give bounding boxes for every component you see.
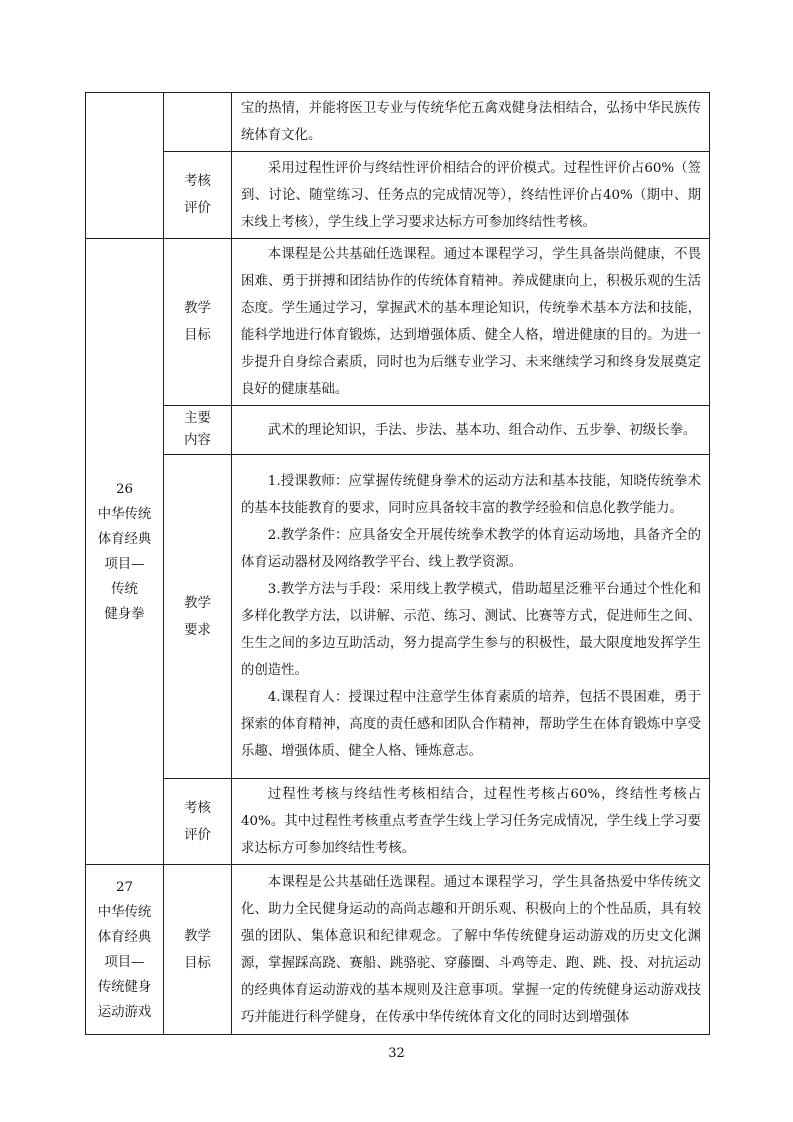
assessment-text bbox=[232, 152, 710, 239]
table-row bbox=[86, 455, 710, 779]
content-text bbox=[232, 406, 710, 455]
paragraph: 采用过程性评价与终结性评价相结合的评价模式。过程性评价占60%（签到、讨论、随堂练习、任务点的完成情况等），终结性评价占40%（期中、期末线上考核），学生线上学习要求达标方可参加终结性考核。 bbox=[241, 160, 701, 230]
course-name: 项目— bbox=[104, 556, 145, 572]
label-cell-empty bbox=[164, 93, 232, 152]
course-name-cell-27 bbox=[86, 865, 164, 1035]
course-name: 传统健身 bbox=[97, 979, 152, 995]
course-name-cell-26 bbox=[86, 239, 164, 865]
paragraph: 本课程是公共基础任选课程。通过本课程学习，学生具备热爱中华传统文化、助力全民健身运动的高尚志趣和开朗乐观、积极向上的个性品质，具有较强的团队、集体意识和纪律观念。了解中华传统健身运动游戏的历史文化渊源，掌握踩高跷、赛船、跳骆驼、穿藤圈、斗鸡等走、跑、跳、投、对抗运动的经典体育运动游戏的基本规则及注意事项。掌握一定的传统健身运动游戏技巧并能进行科学健身，在传承中华传统体育文化的同时达到增强体 bbox=[241, 874, 701, 1025]
goals-text-continued bbox=[232, 93, 710, 152]
requirements-label: 教学 要求 bbox=[164, 455, 232, 779]
table-row bbox=[86, 239, 710, 406]
course-number: 26 bbox=[115, 481, 134, 497]
table-row bbox=[86, 779, 710, 865]
requirements-text bbox=[232, 455, 710, 779]
course-name: 传统 bbox=[111, 581, 138, 597]
paragraph: 过程性考核与终结性考核相结合，过程性考核占60%，终结性考核占40%。其中过程性考核重点考查学生线上学习任务完成情况，学生线上学习要求达标方可参加终结性考核。 bbox=[241, 787, 701, 856]
goals-text bbox=[232, 865, 710, 1035]
paragraph: 武术的理论知识，手法、步法、基本功、组合动作、五步拳、初级长拳。 bbox=[267, 422, 697, 438]
course-name: 健身拳 bbox=[104, 606, 145, 622]
page-number: 32 bbox=[388, 1046, 405, 1061]
assessment-label: 考核 评价 bbox=[164, 779, 232, 865]
table-row bbox=[86, 93, 710, 152]
paragraph: 本课程是公共基础任选课程。通过本课程学习，学生具备崇尚健康，不畏困难、勇于拼搏和团结协作的传统体育精神。养成健康向上，积极乐观的生活态度。学生通过学习，掌握武术的基本理论知识，传统拳术基本方法和技能，能科学地进行体育锻炼，达到增强体质、健全人格，增进健康的目的。为进一步提升自身综合素质，同时也为后继专业学习、未来继续学习和终身发展奠定良好的健康基础。 bbox=[241, 247, 701, 397]
course-name: 中华传统 bbox=[97, 904, 152, 920]
table-row bbox=[86, 865, 710, 1035]
course-number: 27 bbox=[115, 879, 134, 895]
assessment-label: 考核 评价 bbox=[164, 152, 232, 239]
course-name: 体育经典 bbox=[97, 929, 152, 945]
curriculum-table bbox=[85, 92, 710, 1035]
course-name: 运动游戏 bbox=[97, 1004, 152, 1020]
requirement-item: 3.教学方法与手段：采用线上教学模式，借助超星泛雅平台通过个性化和多样化教学方法，以讲解、示范、练习、测试、比赛等方式，促进师生之间、生生之间的多边互助活动，努力提高学生参与的积极性，最大限度地发挥学生的创造性。 bbox=[241, 582, 701, 678]
goals-label: 教学 目标 bbox=[164, 239, 232, 406]
course-cell-25-continued bbox=[86, 93, 164, 239]
content-label: 主要 内容 bbox=[164, 406, 232, 455]
assessment-text bbox=[232, 779, 710, 865]
requirement-item: 4.课程育人：授课过程中注意学生体育素质的培养，包括不畏困难，勇于探索的体育精神，高度的责任感和团队合作精神，帮助学生在体育锻炼中享受乐趣、增强体质、健全人格、锤炼意志。 bbox=[241, 690, 701, 759]
table-row bbox=[86, 406, 710, 455]
table-row bbox=[86, 152, 710, 239]
course-name: 项目— bbox=[104, 954, 145, 970]
requirement-item: 1.授课教师：应掌握传统健身拳术的运动方法和基本技能，知晓传统拳术的基本技能教育的要求，同时应具备较丰富的教学经验和信息化教学能力。 bbox=[241, 474, 701, 516]
course-name: 中华传统 bbox=[97, 506, 152, 522]
goals-text bbox=[232, 239, 710, 406]
course-name: 体育经典 bbox=[97, 531, 152, 547]
goals-label: 教学 目标 bbox=[164, 865, 232, 1035]
requirement-item: 2.教学条件：应具备安全开展传统拳术教学的体育运动场地，具备齐全的体育运动器材及网络教学平台、线上教学资源。 bbox=[241, 528, 701, 570]
paragraph: 宝的热情，并能将医卫专业与传统华佗五禽戏健身法相结合，弘扬中华民族传统体育文化。 bbox=[241, 101, 701, 143]
